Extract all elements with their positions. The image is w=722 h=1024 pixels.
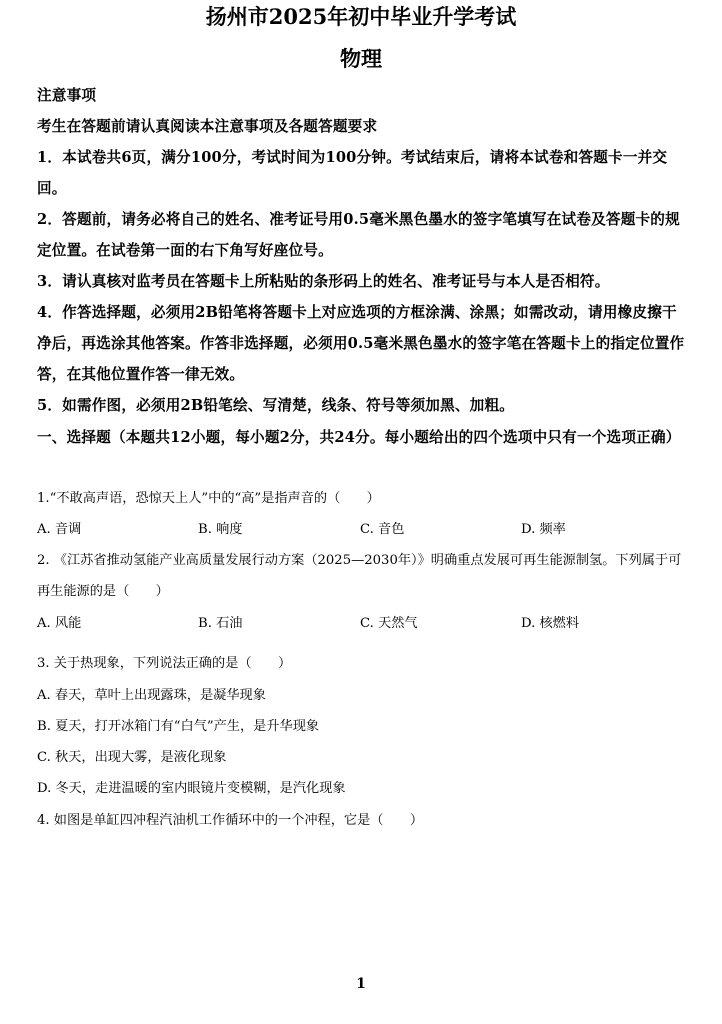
question-1-option-c: C. 音色	[360, 522, 405, 537]
notice-item-5: 5．如需作图，必须用2B铅笔绘、写清楚，线条、符号等须加黑、加粗。	[37, 397, 515, 414]
notice-item-1: 1．本试卷共6页，满分100分，考试时间为100分钟。考试结束后，请将本试卷和答题卡一并交回。	[37, 149, 668, 197]
question-3-option-c: C. 秋天，出现大雾，是液化现象	[37, 750, 227, 765]
question-3-option-b: B. 夏天，打开冰箱门有“白气”产生，是升华现象	[37, 719, 320, 734]
section-heading-choice: 一、选择题（本题共12小题，每小题2分，共24分。每小题给出的四个选项中只有一个选项正确）	[37, 429, 681, 446]
question-2-option-b: B. 石油	[198, 616, 243, 631]
question-3-stem: 3. 关于热现象，下列说法正确的是（ ）	[37, 656, 292, 671]
notice-heading: 注意事项	[37, 87, 97, 104]
question-3-option-d: D. 冬天，走进温暖的室内眼镜片变模糊，是汽化现象	[37, 781, 346, 796]
question-2-option-c: C. 天然气	[360, 616, 418, 631]
question-3-option-a: A. 春天，草叶上出现露珠，是凝华现象	[37, 688, 266, 703]
question-1-option-b: B. 响度	[198, 522, 243, 537]
notice-intro: 考生在答题前请认真阅读本注意事项及各题答题要求	[37, 118, 378, 135]
question-2-option-a: A. 风能	[37, 616, 82, 631]
notice-item-3: 3．请认真核对监考员在答题卡上所粘贴的条形码上的姓名、准考证号与本人是否相符。	[37, 273, 610, 290]
question-1-stem: 1.“不敢高声语，恐惊天上人”中的“高”是指声音的（ ）	[37, 491, 380, 506]
question-2-stem: 2. 《江苏省推动氢能产业高质量发展行动方案（2025—2030年）》明确重点发展可再生能源制氢。下列属于可再生能源的是（ ）	[37, 553, 682, 599]
notice-item-2: 2．答题前，请务必将自己的姓名、准考证号用0.5毫米黑色墨水的签字笔填写在试卷及答题卡的规定位置。在试卷第一面的右下角写好座位号。	[37, 211, 680, 259]
question-1-option-d: D. 频率	[521, 522, 566, 537]
question-2-option-d: D. 核燃料	[521, 616, 580, 631]
question-1-option-a: A. 音调	[37, 522, 82, 537]
question-1-options	[37, 514, 689, 545]
question-4-stem: 4. 如图是单缸四冲程汽油机工作循环中的一个冲程，它是（ ）	[37, 813, 424, 828]
question-2-options	[37, 608, 689, 639]
subject-title: 物理	[340, 46, 382, 71]
exam-title: 扬州市2025年初中毕业升学考试	[205, 4, 517, 29]
notice-item-4: 4．作答选择题，必须用2B铅笔将答题卡上对应选项的方框涂满、涂黑；如需改动，请用橡皮擦干净后，再选涂其他答案。作答非选择题，必须用0.5毫米黑色墨水的签字笔在答题卡上的指定位置作答，在其他位置作答一律无效。	[37, 304, 685, 383]
page-number: 1	[356, 976, 366, 992]
